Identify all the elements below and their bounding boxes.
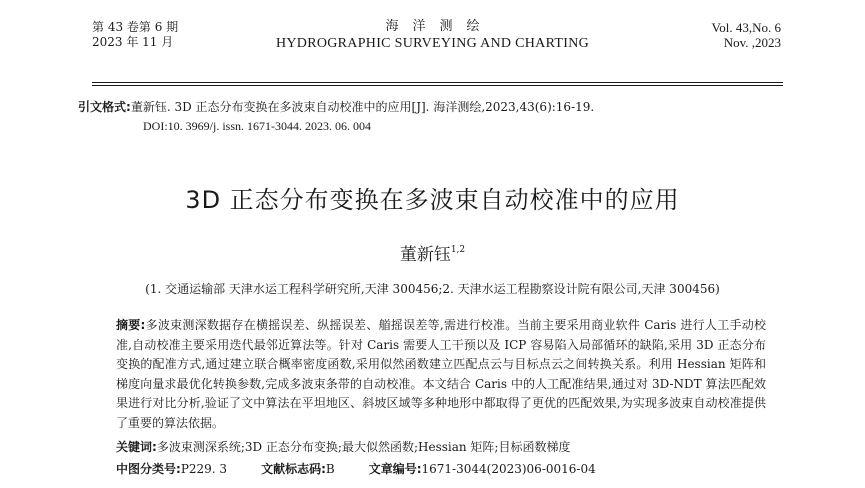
journal-title-en: HYDROGRAPHIC SURVEYING AND CHARTING (275, 36, 590, 51)
citation-label: 引文格式: (78, 100, 131, 114)
header-rule-bottom (92, 85, 783, 86)
author-affiliation-marks: 1,2 (450, 245, 466, 255)
author-name: 董新钰 (399, 245, 451, 265)
affiliation: (1. 交通运输部 天津水运工程科学研究所,天津 300456;2. 天津水运工程勘察设计院有限公司,天津 300456) (145, 282, 720, 296)
article-title: 3D 正态分布变换在多波束自动校准中的应用 (185, 186, 680, 214)
article-id-label: 文章编号: (368, 462, 422, 476)
volume-cn: 第 43 卷第 6 期 (92, 20, 179, 34)
volume-en: Vol. 43,No. 6 (711, 20, 781, 35)
doi: DOI:10. 3969/j. issn. 1671-3044. 2023. 06. 004 (143, 119, 371, 133)
date-cn: 2023 年 11 月 (92, 35, 174, 49)
author-line (0, 240, 865, 265)
keywords-label: 关键词: (116, 440, 157, 454)
citation-text: 董新钰. 3D 正态分布变换在多波束自动校准中的应用[J]. 海洋测绘,2023,43(6):16-19. (130, 100, 595, 114)
article-id-value: 1671-3044(2023)06-0016-04 (421, 462, 596, 476)
keywords-text: 多波束测深系统;3D 正态分布变换;最大似然函数;Hessian 矩阵;目标函数梯度 (156, 440, 571, 454)
abstract-text: 多波束测深数据存在横摇误差、纵摇误差、艏摇误差等,需进行校准。当前主要采用商业软件 Caris 进行人工手动校准,自动校准主要采用迭代最邻近算法等。针对 Caris 需要人工干预以及 ICP 容易陷入局部循环的缺陷,采用 3D 正态分布变换的配准方式,通过建立联合概率密度函数,采用似然函数建立匹配点云与目标点云之间转换关系。利用 Hessian 矩阵和梯度向量求最优化转换参数,完成多波束条带的自动校准。本文结合 Caris 中的人工配准结果,通过对 3D-NDT 算法匹配效果进行对比分析,验证了文中算法在平坦地区、斜坡区域等多种地形中都取得了更优的匹配效果,为实现多波束自动校准提供了重要的算法依据。 (116, 318, 766, 430)
abstract (116, 316, 766, 434)
clc-value: P229. 3 (180, 462, 228, 476)
date-en: Nov. ,2023 (723, 35, 781, 50)
journal-title-cn: 海洋测绘 (385, 19, 494, 34)
classification-line (116, 460, 596, 477)
header-rule-top (92, 82, 783, 83)
header-right (712, 20, 781, 50)
keywords (116, 438, 570, 455)
doc-code-value: B (325, 462, 335, 476)
doc-code-label: 文献标志码: (261, 462, 326, 476)
clc-label: 中图分类号: (116, 462, 181, 476)
citation-format (78, 98, 594, 116)
abstract-label: 摘要: (116, 318, 146, 332)
